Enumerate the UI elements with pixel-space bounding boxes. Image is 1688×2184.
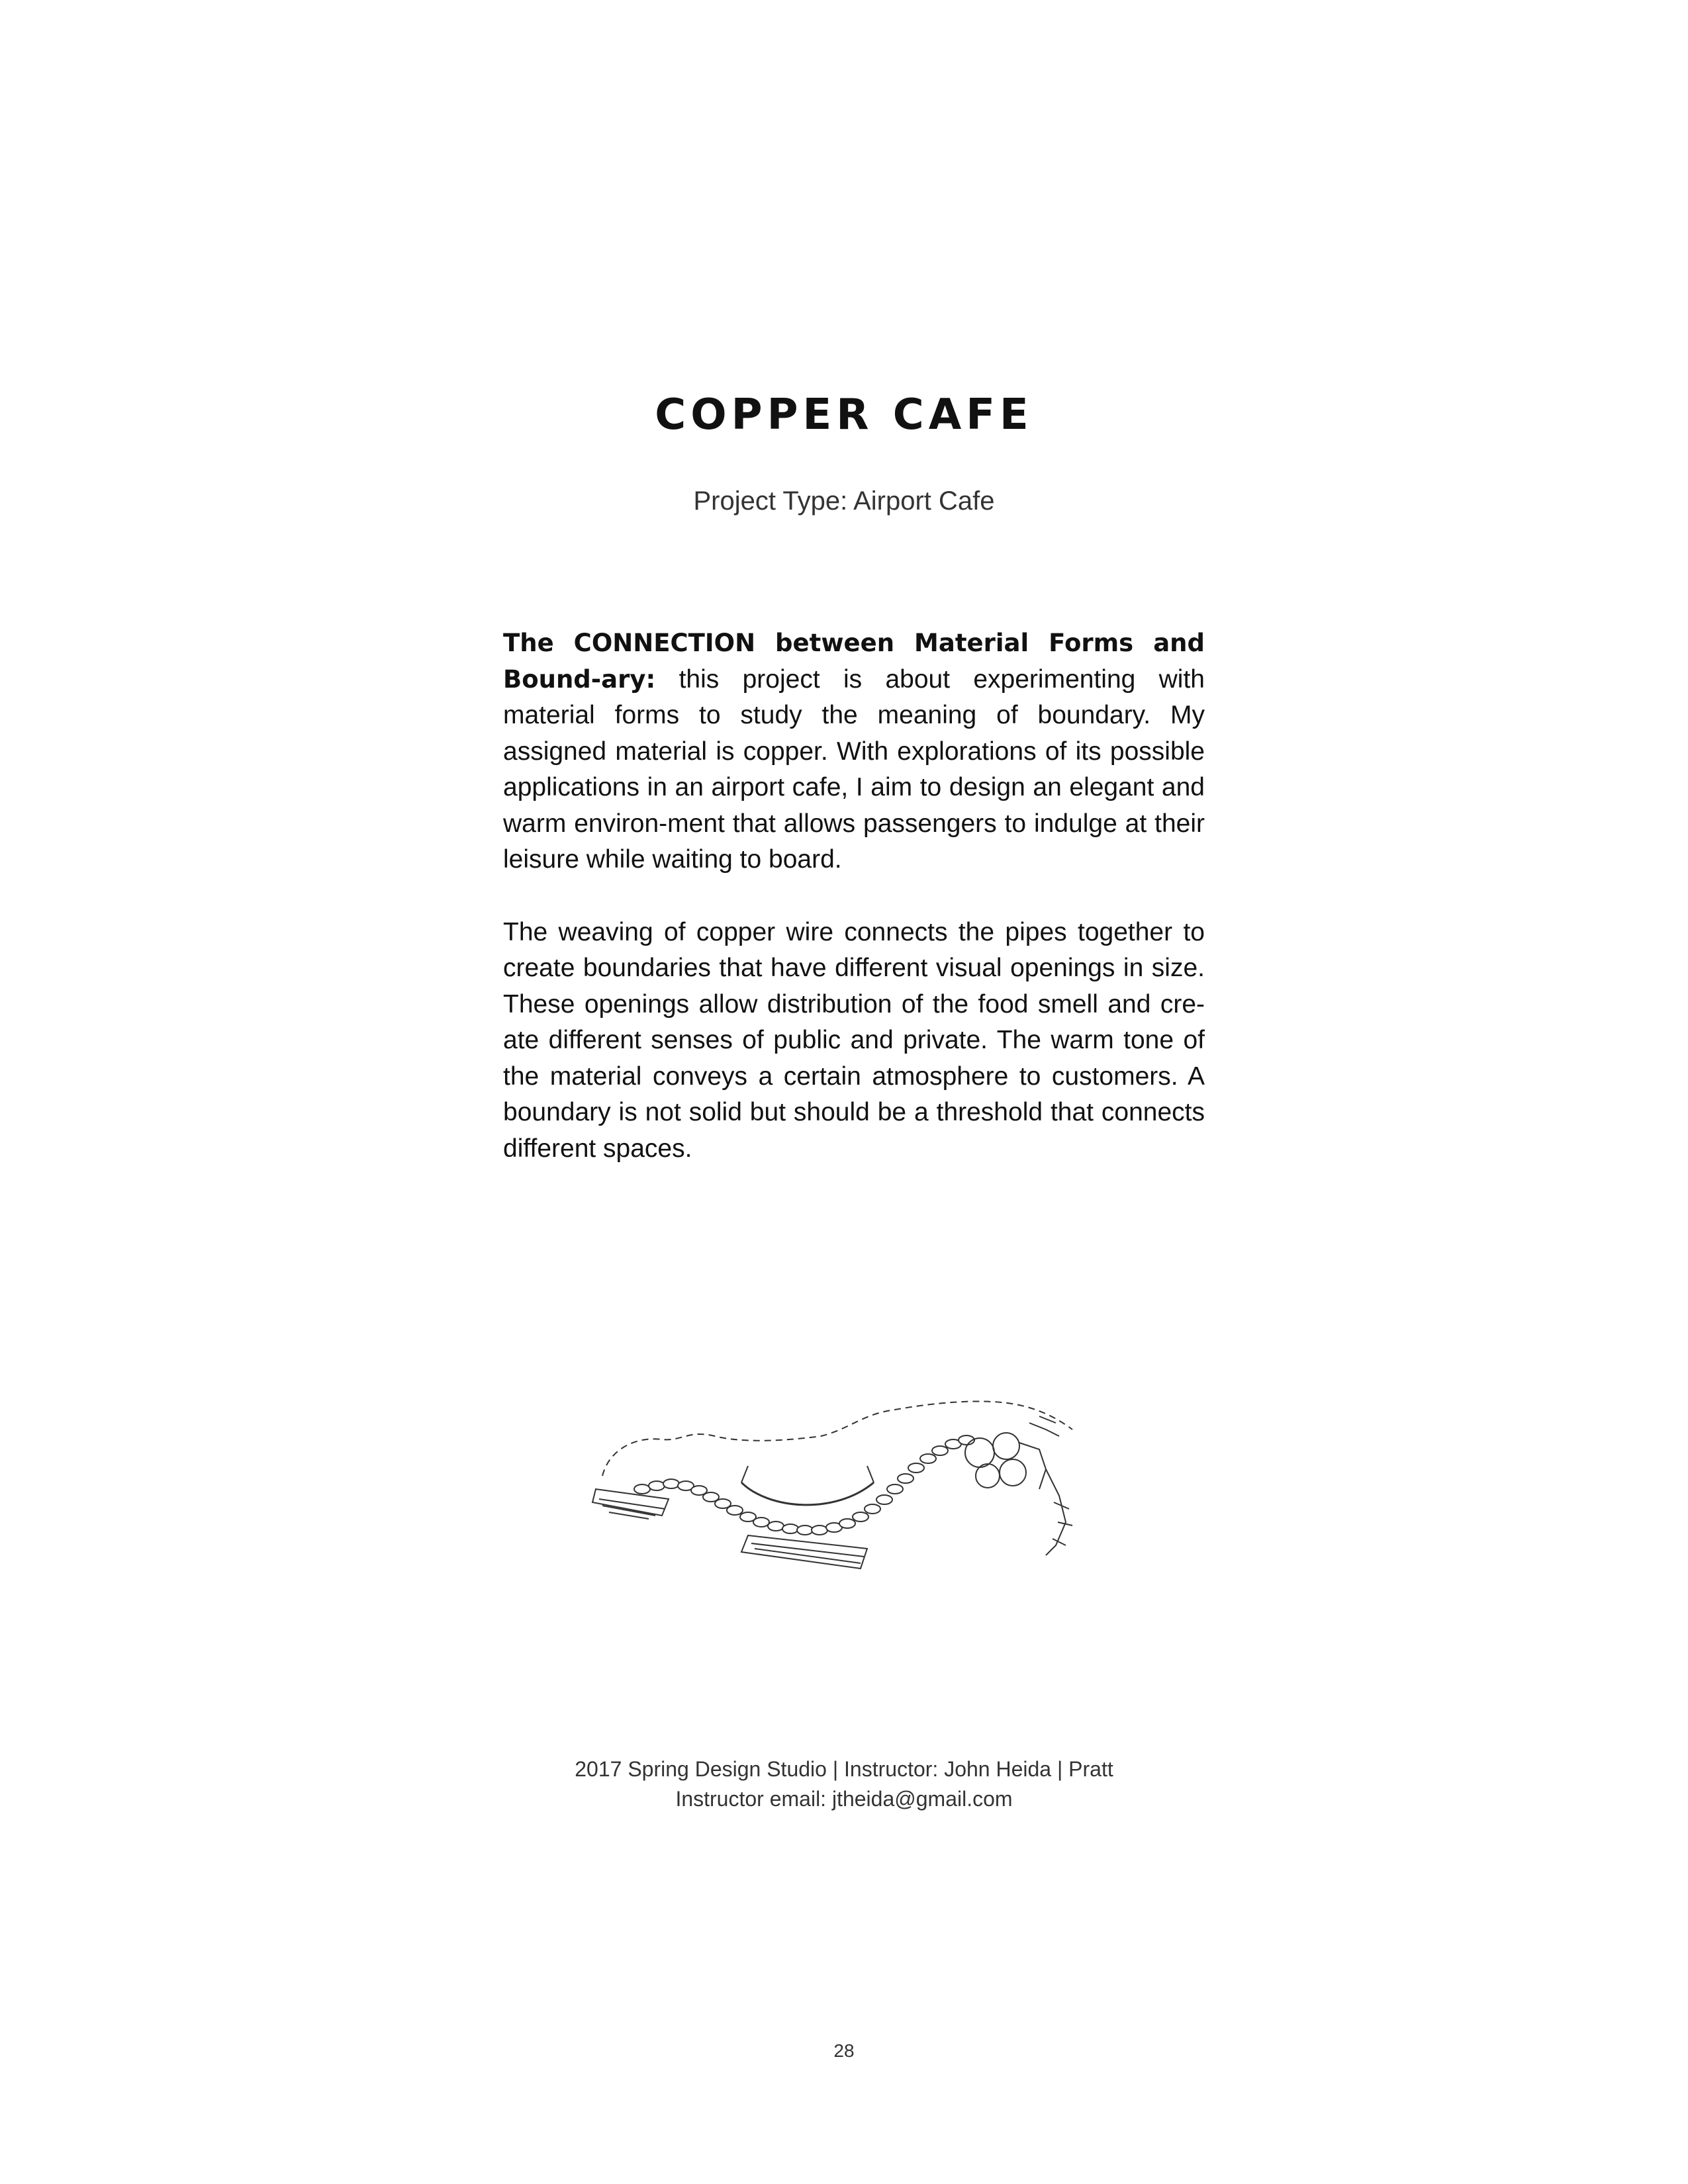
page-number: 28 — [833, 2040, 855, 2061]
paragraph-1-text: this project is about experimenting with material forms to study the meaning of boundary. My assigned material is copper. With explorations of its possible applications in an airport cafe, I aim to design an elegant and warm environ-ment that allows passengers to indulge at their leisure while waiting to board. — [503, 664, 1205, 874]
page-title: COPPER CAFE — [655, 390, 1033, 439]
paragraph-2: The weaving of copper wire connects the pipes together to create boundaries that have different visual openings in size. These openings allow distribution of the food smell and cre-ate different senses of public and private. The warm tone of the material conveys a certain atmosphere to customers. A boundary is not solid but should be a threshold that connects different spaces. — [503, 917, 1205, 1163]
pipe-chain — [634, 1435, 974, 1535]
footer-instructor-email: Instructor email: jtheida@gmail.com — [675, 1787, 1013, 1811]
project-type: Project Type: Airport Cafe — [693, 486, 995, 516]
footer-course-info: 2017 Spring Design Studio | Instructor: John Heida | Pratt — [575, 1757, 1113, 1781]
lead-heading: The CONNECTION between Material Forms and Bound-ary: — [503, 629, 1205, 694]
copper-cafe-plan-drawing-icon — [583, 1390, 1112, 1602]
paragraph-1 — [503, 625, 1205, 878]
counter-curve — [741, 1482, 874, 1505]
left-panels — [592, 1489, 669, 1519]
bottom-panels — [741, 1535, 867, 1569]
project-description — [503, 625, 1205, 1203]
right-tail — [1019, 1416, 1072, 1555]
